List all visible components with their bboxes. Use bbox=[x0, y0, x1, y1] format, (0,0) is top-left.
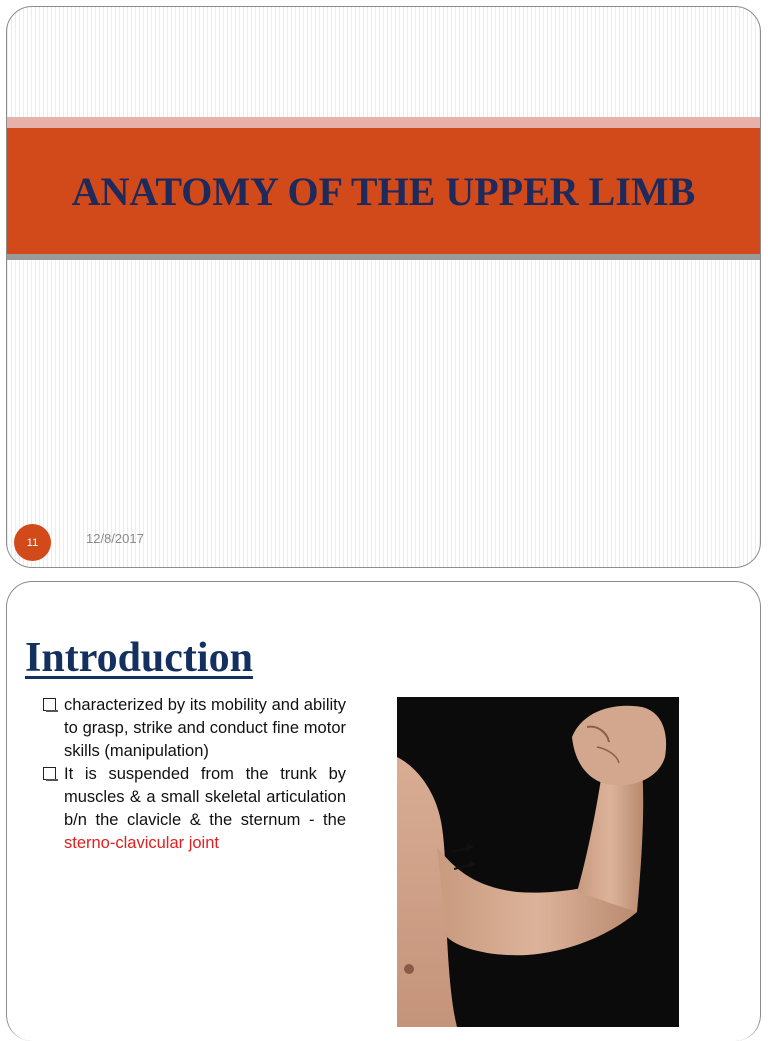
flexed-arm-photo bbox=[397, 697, 679, 1027]
slide-heading: Introduction bbox=[25, 635, 253, 681]
arm-illustration bbox=[397, 697, 679, 1027]
slide-date: 12/8/2017 bbox=[86, 531, 144, 546]
bullet-list bbox=[40, 694, 346, 855]
slide-title: ANATOMY OF THE UPPER LIMB bbox=[71, 169, 696, 214]
title-slide bbox=[6, 6, 761, 568]
accent-band bbox=[7, 117, 760, 128]
bullet-text: characterized by its mobility and ability to grasp, strike and conduct fine motor skills (manipulation) bbox=[64, 696, 346, 760]
bullet-text: It is suspended from the trunk by muscles & a small skeletal articulation b/n the clavicle & the sternum - the bbox=[64, 765, 346, 829]
bullet-item bbox=[40, 763, 346, 855]
bullet-item bbox=[40, 694, 346, 763]
checkbox-bullet-icon bbox=[43, 767, 56, 780]
slide-number-badge: 11 bbox=[14, 524, 51, 561]
divider-band bbox=[7, 254, 760, 260]
highlighted-term: sterno-clavicular joint bbox=[64, 834, 219, 852]
content-slide bbox=[6, 581, 761, 1041]
checkbox-bullet-icon bbox=[43, 698, 56, 711]
